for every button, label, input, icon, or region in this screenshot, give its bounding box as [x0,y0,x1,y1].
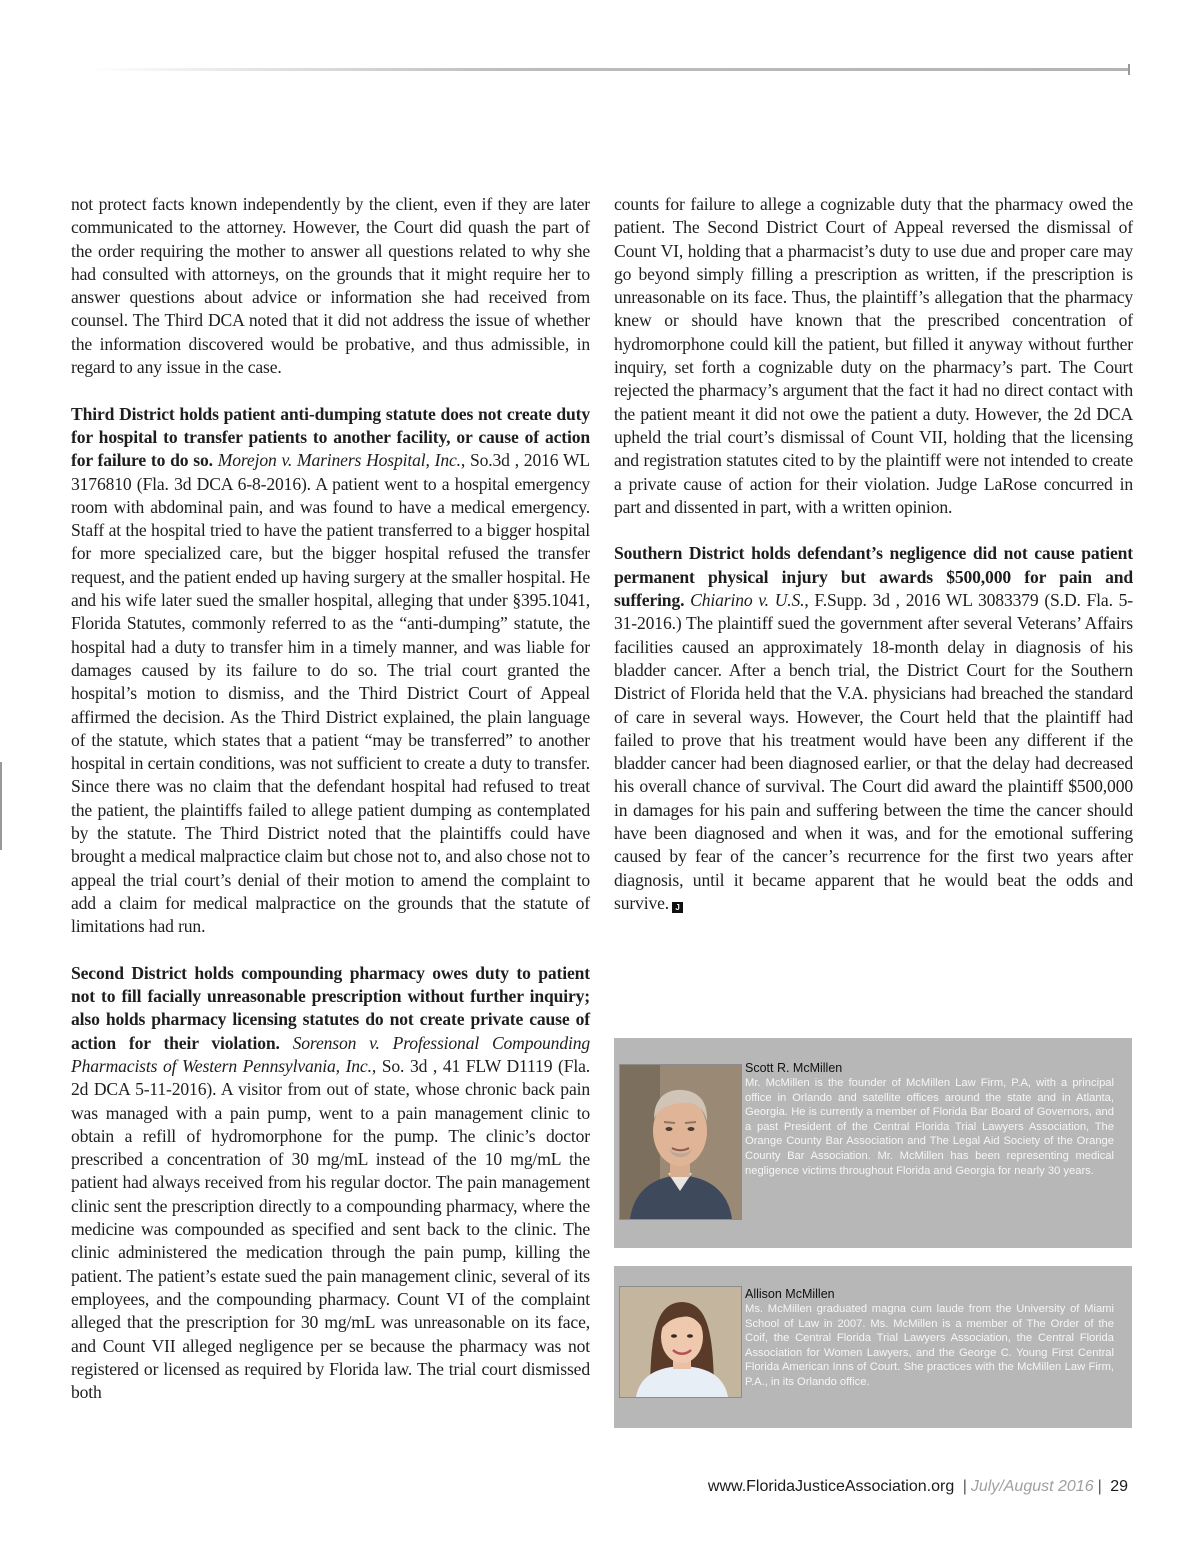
left-column [71,193,590,1404]
author-bio-allison [614,1266,1132,1428]
bio-name: Scott R. McMillen [745,1061,843,1075]
page-number: 29 [1110,1478,1128,1495]
bio-text-block [745,1060,1114,1178]
case-citation-name: Sorenson v. Professional Compounding Pharmacists of Western Pennsylvania, Inc. [71,1032,590,1076]
case-body: , So.3d , 2016 WL 3176810 (Fla. 3d DCA 6-8-2016). A patient went to a hospital emergency room with abdominal pain, and was found to have a medical emergency. Staff at the hospital tried to have the patient transferred to a bigger hospital for more specialized care, but the bigger hospital refused the transfer request, and the patient ended up having surgery at the smaller hospital. He and his wife later sued the smaller hospital, alleging that under §395.1041, Florida Statutes, commonly referred to as the “anti-dumping” statute, the hospital had a duty to transfer him in a timely manner, and was liable for damages caused by its failure to do so. The trial court granted the hospital’s motion to dismiss, and the Third District Court of Appeal affirmed the decision. As the Third District explained, the plain language of the statute, which states that a patient “may be transferred” to another hospital in certain conditions, was not sufficient to create a duty to transfer. Since there was no claim that the defendant hospital had refused to treat the patient, the plaintiffs failed to allege patient dumping as contemplated by the statute. The Third District noted that the plaintiffs could have brought a medical malpractice claim but chose not to, and also chose not to appeal the trial court’s denial of their motion to amend the complaint to add a claim for medical malpractice on the grounds that the statute of limitations had run. [71,450,590,937]
page-footer [708,1478,1128,1496]
case-summary-anti-dumping [71,403,590,939]
case-summary-compounding-pharmacy [71,962,590,1405]
case-heading: Second District holds compounding pharmacy owes duty to patient not to fill facially unreasonable prescription without further inquiry; also holds pharmacy licensing statutes do not create private cause of action for their violation. [71,962,590,1053]
author-photo [619,1286,742,1398]
case-heading: Third District holds patient anti-dumping statute does not create duty for hospital to transfer patients to another facility, or cause of action for failure to do so. [71,403,590,471]
bio-description: Mr. McMillen is the founder of McMillen Law Firm, P.A, with a principal office in Orlando and satellite offices around the state and in Atlanta, Georgia. He is currently a member of Florida Bar Board of Governors, and a past President of the Central Florida Trial Lawyers Association, The Orange County Bar Association and The Legal Aid Society of the Orange County Bar Association. Mr. McMillen has been representing medical negligence victims throughout Florida and Georgia for nearly 30 years. [745,1077,1114,1177]
author-bio-scott [614,1038,1132,1248]
case-summary-southern-district [614,542,1133,915]
author-portrait-icon [620,1287,741,1397]
bio-text-block [745,1286,1114,1390]
bio-description: Ms. McMillen graduated magna cum laude from the University of Miami School of Law in 2007. Ms. McMillen is a member of The Order of the Coif, the Central Florida Trial Lawyers Association, the Central Florida Association for Women Lawyers, and the George C. Young First Central Florida American Inns of Court. She practices with the McMillen Law Firm, P.A., in its Orlando office. [745,1303,1114,1388]
footer-issue-date: July/August 2016 [970,1478,1094,1495]
footer-separator: | [1097,1478,1102,1495]
article-end-icon: J [672,902,683,913]
header-rule [88,68,1130,71]
footer-separator: | [962,1478,967,1495]
case-body: , F.Supp. 3d , 2016 WL 3083379 (S.D. Fla. 5-31-2016.) The plaintiff sued the government after several Veterans’ Affairs facilities caused an approximately 18-month delay in diagnosis of his bladder cancer. After a bench trial, the District Court for the Southern District of Florida held that the V.A. physicians had breached the standard of care in several ways. However, the Court held that the plaintiff had failed to prove that his treatment would have been any different if the bladder cancer had been diagnosed earlier, or that the delay had decreased his overall chance of survival. The Court did award the plaintiff $500,000 in damages for his pain and suffering between the time the cancer should have been diagnosed and when it was, and for the emotional suffering caused by fear of the cancer’s recurrence for the first two years after diagnosis, until it became apparent that he would beat the odds and survive. [614,590,1133,913]
case-heading: Southern District holds defendant’s negligence did not cause patient permanent physical injury but awards $500,000 for pain and suffering. [614,543,1133,611]
header-rule-end [1128,64,1130,75]
bio-name: Allison McMillen [745,1287,835,1301]
case-citation-name: Chiarino v. U.S. [690,590,805,611]
author-portrait-icon [620,1065,741,1219]
right-column [614,193,1133,915]
paragraph: counts for failure to allege a cognizable duty that the pharmacy owed the patient. The Second District Court of Appeal reversed the dismissal of Count VI, holding that a pharmacist’s duty to use due and proper care may go beyond simply filling a prescription as written, if the prescription is unreasonable on its face. Thus, the plaintiff’s allegation that the pharmacy knew or should have known that the prescribed concentration of hydromorphone could kill the patient, but filled it anyway without further inquiry, set forth a cognizable duty on the pharmacy’s part. The Court rejected the pharmacy’s argument that the fact it had no direct contact with the patient meant it did not owe the patient a duty. However, the 2d DCA upheld the trial court’s dismissal of Count VII, holding that the licensing and registration statutes cited to by the plaintiff were not intended to create a private cause of action for their violation. Judge LaRose concurred in part and dissented in part, with a written opinion. [614,194,1133,517]
paragraph: not protect facts known independently by the client, even if they are later communicated to the attorney. However, the Court did quash the part of the order requiring the mother to answer all questions related to why she had consulted with attorneys, on the grounds that it might require her to answer questions about advice or information she had received from counsel. The Third DCA noted that it did not address the issue of whether the information discovered would be probative, and thus admissible, in regard to any issue in the case. [71,194,590,378]
case-body: , So. 3d , 41 FLW D1119 (Fla. 2d DCA 5-11-2016). A visitor from out of state, whose chronic back pain was managed with a pain pump, went to a pain management clinic to obtain a refill of hydromorphone for the pump. The clinic’s doctor prescribed a concentration of 30 mg/mL instead of the 10 mg/mL the patient had always received from his regular doctor. The pain management clinic sent the prescription directly to a compounding pharmacy, where the medicine was compounded as specified and sent back to the clinic. The clinic administered the medication through the pain pump, killing the patient. The patient’s estate sued the pain management clinic, several of its employees, and the compounding pharmacy. Count VI of the complaint alleged that the prescription for 30 mg/mL was unreasonable on its face, and Count VII alleged negligence per se because the pharmacy was not registered or licensed as required by Florida law. The trial court dismissed both [71,1055,590,1403]
page-edge-mark [0,762,2,850]
author-photo [619,1064,742,1220]
case-citation-name: Morejon v. Mariners Hospital, Inc. [217,450,461,471]
footer-website-link[interactable]: www.FloridaJusticeAssociation.org [707,1478,955,1495]
